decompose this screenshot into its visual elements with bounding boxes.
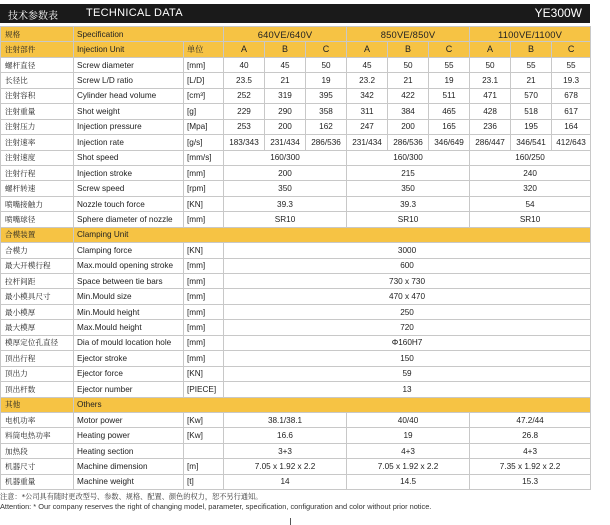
param-label-cn: 料筒电热功率 bbox=[1, 428, 74, 443]
title-en: TECHNICAL DATA bbox=[86, 7, 183, 19]
screw-col-header: C bbox=[429, 42, 470, 57]
param-value: 23.2 bbox=[347, 73, 388, 88]
param-value: 250 bbox=[224, 304, 591, 319]
injection-row bbox=[1, 73, 591, 88]
param-label-cn: 顶出杆数 bbox=[1, 382, 74, 397]
param-unit: [KN] bbox=[184, 243, 224, 258]
param-label-en: Screw speed bbox=[74, 181, 184, 196]
param-label-en: Screw diameter bbox=[74, 57, 184, 72]
param-value: 59 bbox=[224, 366, 591, 381]
param-unit: [mm] bbox=[184, 212, 224, 227]
param-value: 39.3 bbox=[347, 196, 470, 211]
param-label-cn: 最小模厚 bbox=[1, 304, 74, 319]
injection-row bbox=[1, 119, 591, 134]
clamping-row bbox=[1, 351, 591, 366]
param-value: 160/250 bbox=[470, 150, 591, 165]
spec-label-en: Specification bbox=[74, 27, 224, 42]
param-value: 311 bbox=[347, 104, 388, 119]
others-row bbox=[1, 428, 591, 443]
param-unit: [mm] bbox=[184, 289, 224, 304]
param-label-cn: 注射行程 bbox=[1, 165, 74, 180]
param-unit: [mm] bbox=[184, 258, 224, 273]
param-value: 54 bbox=[470, 196, 591, 211]
param-unit: [mm] bbox=[184, 351, 224, 366]
param-value: 162 bbox=[306, 119, 347, 134]
param-value: 518 bbox=[511, 104, 552, 119]
param-value: 45 bbox=[265, 57, 306, 72]
param-label-en: Machine dimension bbox=[74, 459, 184, 474]
param-unit: [mm] bbox=[184, 335, 224, 350]
param-value: 40/40 bbox=[347, 412, 470, 427]
param-value: 231/434 bbox=[265, 135, 306, 150]
param-unit: [L/D] bbox=[184, 73, 224, 88]
param-unit: [KN] bbox=[184, 366, 224, 381]
param-label-cn: 螺杆直径 bbox=[1, 57, 74, 72]
spec-table bbox=[0, 26, 591, 490]
param-value: 183/343 bbox=[224, 135, 265, 150]
param-value: 229 bbox=[224, 104, 265, 119]
param-unit: [rpm] bbox=[184, 181, 224, 196]
param-label-cn: 机器尺寸 bbox=[1, 459, 74, 474]
screw-col-header: C bbox=[552, 42, 591, 57]
param-value: 3000 bbox=[224, 243, 591, 258]
param-label-cn: 注射容积 bbox=[1, 88, 74, 103]
param-value: 600 bbox=[224, 258, 591, 273]
param-value: 720 bbox=[224, 320, 591, 335]
param-value: 55 bbox=[552, 57, 591, 72]
param-value: 286/536 bbox=[306, 135, 347, 150]
specification-row bbox=[1, 27, 591, 42]
param-value: 45 bbox=[347, 57, 388, 72]
param-value: 342 bbox=[347, 88, 388, 103]
param-unit: [g] bbox=[184, 104, 224, 119]
injection-row bbox=[1, 196, 591, 211]
param-label-en: Ejector force bbox=[74, 366, 184, 381]
param-value: 195 bbox=[511, 119, 552, 134]
param-value: 4+3 bbox=[470, 443, 591, 458]
param-value: 165 bbox=[429, 119, 470, 134]
injection-row bbox=[1, 57, 591, 72]
param-label-en: Screw L/D ratio bbox=[74, 73, 184, 88]
param-value: 21 bbox=[388, 73, 429, 88]
param-label-en: Machine weight bbox=[74, 474, 184, 489]
param-unit: [mm] bbox=[184, 304, 224, 319]
clamping-row bbox=[1, 335, 591, 350]
param-value: 470 x 470 bbox=[224, 289, 591, 304]
param-label-en: Injection stroke bbox=[74, 165, 184, 180]
param-value: 412/643 bbox=[552, 135, 591, 150]
param-label-cn: 顶出力 bbox=[1, 366, 74, 381]
clamping-row bbox=[1, 274, 591, 289]
param-value: 350 bbox=[347, 181, 470, 196]
param-value: 21 bbox=[265, 73, 306, 88]
screw-col-header: B bbox=[265, 42, 306, 57]
param-value: 160/300 bbox=[347, 150, 470, 165]
param-value: 7.35 x 1.92 x 2.2 bbox=[470, 459, 591, 474]
param-label-en: Min.Mould size bbox=[74, 289, 184, 304]
param-label-en: Max.Mould height bbox=[74, 320, 184, 335]
injection-row bbox=[1, 181, 591, 196]
param-value: 422 bbox=[388, 88, 429, 103]
param-label-en: Dia of mould location hole bbox=[74, 335, 184, 350]
param-value: 240 bbox=[470, 165, 591, 180]
clamping-row bbox=[1, 320, 591, 335]
param-value: 23.1 bbox=[470, 73, 511, 88]
others-header bbox=[1, 397, 591, 412]
model-header-2: 850VE/850V bbox=[347, 27, 470, 42]
screw-col-header: A bbox=[470, 42, 511, 57]
param-label-cn: 顶出行程 bbox=[1, 351, 74, 366]
param-value: 164 bbox=[552, 119, 591, 134]
param-unit: [mm/s] bbox=[184, 150, 224, 165]
note-en: Attention: * Our company reserves the right of changing model, parameter, specification, configuration and color without prior notice. bbox=[0, 502, 432, 511]
param-label-en: Space between tie bars bbox=[74, 274, 184, 289]
param-value: 23.5 bbox=[224, 73, 265, 88]
injection-row bbox=[1, 135, 591, 150]
section-label-cn: 注射部件 bbox=[1, 42, 74, 57]
param-value: 39.3 bbox=[224, 196, 347, 211]
screw-col-header: B bbox=[388, 42, 429, 57]
injection-row bbox=[1, 104, 591, 119]
param-value: 19.3 bbox=[552, 73, 591, 88]
param-label-cn: 喷嘴球径 bbox=[1, 212, 74, 227]
param-label-cn: 注射速度 bbox=[1, 150, 74, 165]
param-value: 7.05 x 1.92 x 2.2 bbox=[224, 459, 347, 474]
note-cn: 注意：*公司具有随时更改型号、参数、规格、配置、颜色的权力，恕不另行通知。 bbox=[0, 492, 263, 501]
param-value: 150 bbox=[224, 351, 591, 366]
param-value: 47.2/44 bbox=[470, 412, 591, 427]
param-value: 231/434 bbox=[347, 135, 388, 150]
param-label-cn: 注射速率 bbox=[1, 135, 74, 150]
injection-row bbox=[1, 150, 591, 165]
param-label-en: Ejector number bbox=[74, 382, 184, 397]
param-unit: [g/s] bbox=[184, 135, 224, 150]
param-label-cn: 加热段 bbox=[1, 443, 74, 458]
clamping-row bbox=[1, 289, 591, 304]
param-value: SR10 bbox=[224, 212, 347, 227]
clamping-row bbox=[1, 304, 591, 319]
param-label-en: Min.Mould height bbox=[74, 304, 184, 319]
param-unit: [m] bbox=[184, 459, 224, 474]
param-label-cn: 最大模厚 bbox=[1, 320, 74, 335]
param-value: 40 bbox=[224, 57, 265, 72]
param-value: 286/447 bbox=[470, 135, 511, 150]
param-label-en: Shot speed bbox=[74, 150, 184, 165]
param-unit: [mm] bbox=[184, 165, 224, 180]
injection-row bbox=[1, 88, 591, 103]
screw-col-header: B bbox=[511, 42, 552, 57]
param-value: 428 bbox=[470, 104, 511, 119]
param-value: 14.5 bbox=[347, 474, 470, 489]
injection-row bbox=[1, 212, 591, 227]
param-unit: [Mpa] bbox=[184, 119, 224, 134]
others-row bbox=[1, 443, 591, 458]
param-label-en: Injection rate bbox=[74, 135, 184, 150]
param-value: 55 bbox=[511, 57, 552, 72]
param-value: 346/541 bbox=[511, 135, 552, 150]
param-value: 730 x 730 bbox=[224, 274, 591, 289]
param-value: 471 bbox=[470, 88, 511, 103]
param-label-en: Motor power bbox=[74, 412, 184, 427]
param-unit: [Kw] bbox=[184, 428, 224, 443]
param-value: 55 bbox=[429, 57, 470, 72]
param-value: 215 bbox=[347, 165, 470, 180]
param-value: 21 bbox=[511, 73, 552, 88]
param-value: 319 bbox=[265, 88, 306, 103]
param-value: 3+3 bbox=[224, 443, 347, 458]
param-unit: [mm] bbox=[184, 320, 224, 335]
others-row bbox=[1, 474, 591, 489]
title-cn: 技术参数表 bbox=[8, 11, 58, 22]
clamping-row bbox=[1, 258, 591, 273]
param-label-cn: 合模力 bbox=[1, 243, 74, 258]
param-label-cn: 模厚定位孔直径 bbox=[1, 335, 74, 350]
param-label-en: Clamping force bbox=[74, 243, 184, 258]
param-value: 16.6 bbox=[224, 428, 347, 443]
param-value: 200 bbox=[388, 119, 429, 134]
param-label-cn: 螺杆转速 bbox=[1, 181, 74, 196]
injection-row bbox=[1, 165, 591, 180]
param-unit: [cm³] bbox=[184, 88, 224, 103]
param-value: 286/536 bbox=[388, 135, 429, 150]
screw-col-header: A bbox=[347, 42, 388, 57]
others-row bbox=[1, 412, 591, 427]
param-value: 4+3 bbox=[347, 443, 470, 458]
clamping-row bbox=[1, 366, 591, 381]
param-value: 395 bbox=[306, 88, 347, 103]
param-value: 50 bbox=[388, 57, 429, 72]
unit-header: 单位 bbox=[184, 42, 224, 57]
notes bbox=[0, 492, 431, 512]
param-unit: [mm] bbox=[184, 57, 224, 72]
param-value: 38.1/38.1 bbox=[224, 412, 347, 427]
model-header-1: 640VE/640V bbox=[224, 27, 347, 42]
param-value: 13 bbox=[224, 382, 591, 397]
param-label-cn: 电机功率 bbox=[1, 412, 74, 427]
param-unit: [Kw] bbox=[184, 412, 224, 427]
param-value: 19 bbox=[429, 73, 470, 88]
section-label-en: Clamping Unit bbox=[74, 227, 591, 242]
model-name: YE300W bbox=[534, 6, 582, 20]
param-label-en: Heating section bbox=[74, 443, 184, 458]
clamping-row bbox=[1, 382, 591, 397]
param-label-cn: 机器重量 bbox=[1, 474, 74, 489]
param-value: 19 bbox=[347, 428, 470, 443]
param-unit: [mm] bbox=[184, 274, 224, 289]
param-label-cn: 拉杆间距 bbox=[1, 274, 74, 289]
section-label-cn: 其他 bbox=[1, 397, 74, 412]
param-label-en: Max.mould opening stroke bbox=[74, 258, 184, 273]
param-value: 200 bbox=[224, 165, 347, 180]
param-value: 26.8 bbox=[470, 428, 591, 443]
param-label-en: Nozzle touch force bbox=[74, 196, 184, 211]
param-label-en: Cylinder head volume bbox=[74, 88, 184, 103]
param-unit: [t] bbox=[184, 474, 224, 489]
param-value: 570 bbox=[511, 88, 552, 103]
param-label-cn: 长径比 bbox=[1, 73, 74, 88]
param-label-cn: 最大开模行程 bbox=[1, 258, 74, 273]
clamping-unit-header bbox=[1, 227, 591, 242]
param-value: 465 bbox=[429, 104, 470, 119]
param-label-en: Shot weight bbox=[74, 104, 184, 119]
param-unit: [KN] bbox=[184, 196, 224, 211]
param-value: 350 bbox=[224, 181, 347, 196]
param-value: 50 bbox=[470, 57, 511, 72]
param-value: 617 bbox=[552, 104, 591, 119]
param-value: 346/649 bbox=[429, 135, 470, 150]
param-value: 247 bbox=[347, 119, 388, 134]
param-label-cn: 喷嘴接触力 bbox=[1, 196, 74, 211]
clamping-row bbox=[1, 243, 591, 258]
param-value: 7.05 x 1.92 x 2.2 bbox=[347, 459, 470, 474]
page-fold-mark bbox=[290, 518, 291, 525]
param-value: 50 bbox=[306, 57, 347, 72]
param-value: 236 bbox=[470, 119, 511, 134]
param-value: 15.3 bbox=[470, 474, 591, 489]
param-value: 252 bbox=[224, 88, 265, 103]
param-label-en: Heating power bbox=[74, 428, 184, 443]
section-label-en: Injection Unit bbox=[74, 42, 184, 57]
param-value: Φ160H7 bbox=[224, 335, 591, 350]
param-label-en: Sphere diameter of nozzle bbox=[74, 212, 184, 227]
param-value: 200 bbox=[265, 119, 306, 134]
param-unit bbox=[184, 443, 224, 458]
param-label-cn: 最小模具尺寸 bbox=[1, 289, 74, 304]
param-label-cn: 注射重量 bbox=[1, 104, 74, 119]
spec-table-body bbox=[1, 27, 591, 490]
param-value: 678 bbox=[552, 88, 591, 103]
param-value: 358 bbox=[306, 104, 347, 119]
others-row bbox=[1, 459, 591, 474]
param-value: 511 bbox=[429, 88, 470, 103]
param-label-en: Ejector stroke bbox=[74, 351, 184, 366]
param-value: 160/300 bbox=[224, 150, 347, 165]
spec-label-cn: 规格 bbox=[1, 27, 74, 42]
param-value: 253 bbox=[224, 119, 265, 134]
screw-col-header: A bbox=[224, 42, 265, 57]
section-label-en: Others bbox=[74, 397, 591, 412]
param-value: 320 bbox=[470, 181, 591, 196]
screw-col-header: C bbox=[306, 42, 347, 57]
param-label-en: Injection pressure bbox=[74, 119, 184, 134]
param-value: SR10 bbox=[347, 212, 470, 227]
param-value: 290 bbox=[265, 104, 306, 119]
param-label-cn: 注射压力 bbox=[1, 119, 74, 134]
param-unit: [PIECE] bbox=[184, 382, 224, 397]
model-header-3: 1100VE/1100V bbox=[470, 27, 591, 42]
param-value: SR10 bbox=[470, 212, 591, 227]
section-label-cn: 合模装置 bbox=[1, 227, 74, 242]
param-value: 14 bbox=[224, 474, 347, 489]
param-value: 384 bbox=[388, 104, 429, 119]
injection-unit-header bbox=[1, 42, 591, 57]
title-bar bbox=[0, 4, 590, 23]
param-value: 19 bbox=[306, 73, 347, 88]
